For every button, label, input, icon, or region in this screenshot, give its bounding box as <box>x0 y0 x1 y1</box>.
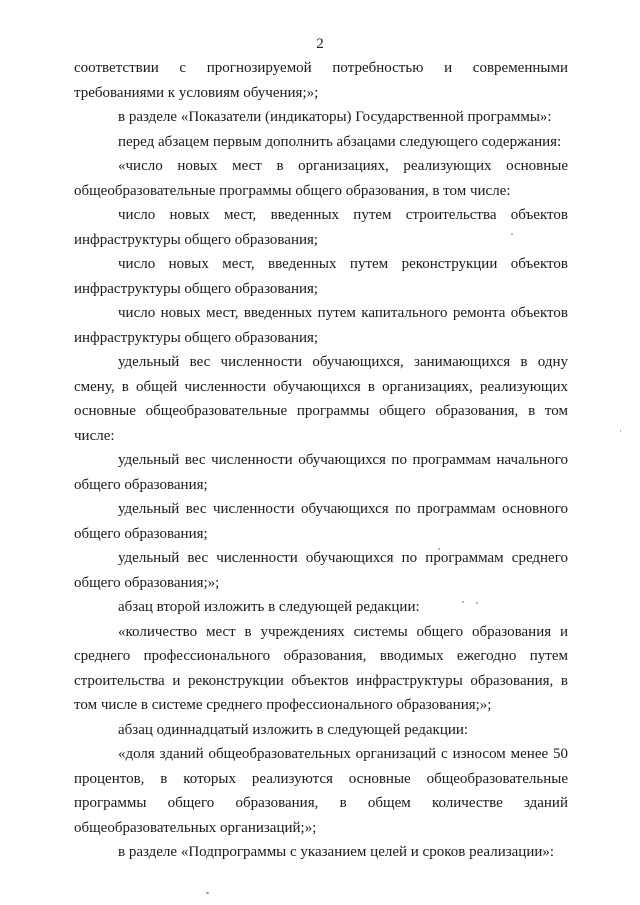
paragraph: соответствии с прогнозируемой потребностью и современными требованиями к условиям обучения;»; <box>74 60 568 101</box>
paragraph: число новых мест, введенных путем строительства объектов инфраструктуры общего образования; <box>74 207 568 248</box>
paragraph: перед абзацем первым дополнить абзацами следующего содержания: <box>118 133 562 150</box>
paragraph: абзац второй изложить в следующей редакции: <box>118 599 420 615</box>
paragraph: удельный вес численности обучающихся по программам среднего общего образования;»; <box>74 550 568 591</box>
paragraph: удельный вес численности обучающихся, занимающихся в одну смену, в общей численности обучающихся в организациях, реализующих основные общеобразовательные программы общего образования, в том числе: <box>74 354 568 444</box>
scan-speck <box>511 233 513 235</box>
paragraph: удельный вес численности обучающихся по программам начального общего образования; <box>74 452 568 493</box>
paragraph: абзац одиннадцатый изложить в следующей редакции: <box>118 721 469 738</box>
paragraph: удельный вес численности обучающихся по программам основного общего образования; <box>74 501 568 542</box>
paragraph: число новых мест, введенных путем капитального ремонта объектов инфраструктуры общего образования; <box>74 305 568 346</box>
scan-speck <box>206 892 209 894</box>
scan-speck <box>438 548 440 550</box>
paragraph: «доля зданий общеобразовательных организаций с износом менее 50 процентов, в которых реализуются основные общеобразовательные программы общего образования, в общем количестве зданий общеобразовательных организаций;»; <box>74 746 568 836</box>
document-body <box>74 56 568 865</box>
paragraph: «число новых мест в организациях, реализующих основные общеобразовательные программы общего образования, в том числе: <box>74 158 568 199</box>
scan-speck <box>620 430 621 432</box>
paragraph: в разделе «Показатели (индикаторы) Государственной программы»: <box>118 109 552 125</box>
paragraph: «количество мест в учреждениях системы общего образования и среднего профессионального образования, вводимых ежегодно путем строительства и реконструкции объектов инфраструктуры образования, в том числе в системе среднего профессионального образования;»; <box>74 623 568 713</box>
paragraph: число новых мест, введенных путем реконструкции объектов инфраструктуры общего образования; <box>74 256 568 297</box>
paragraph: в разделе «Подпрограммы с указанием целей и сроков реализации»: <box>118 844 555 860</box>
scan-speck <box>476 602 478 604</box>
page-number: 2 <box>316 36 324 52</box>
scan-speck <box>462 601 464 603</box>
